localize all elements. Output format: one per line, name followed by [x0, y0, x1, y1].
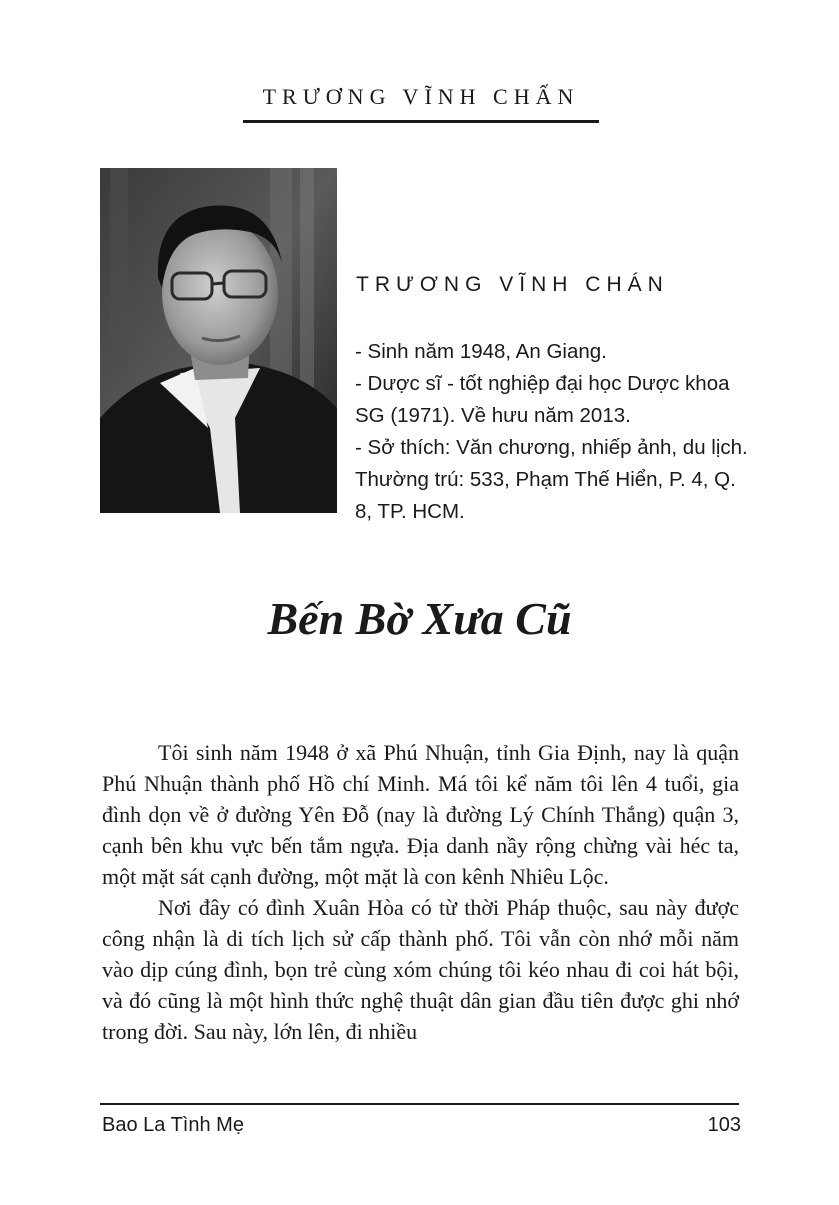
author-name: TRƯƠNG VĨNH CHÁN [356, 273, 669, 296]
footer-rule [100, 1103, 739, 1105]
footer-book-title: Bao La Tình Mẹ [102, 1114, 244, 1136]
author-bio [355, 336, 755, 528]
story-body [102, 737, 739, 1047]
body-paragraph: Nơi đây có đình Xuân Hòa có từ thời Pháp thuộc, sau này được công nhận là di tích lịch sử cấp thành phố. Tôi vẫn còn nhớ mỗi năm vào dịp cúng đình, bọn trẻ cùng xóm chúng tôi kéo nhau đi coi hát bội, và đó cũng là một hình thức nghệ thuật dân gian đầu tiên được ghi nhớ trong đời. Sau này, lớn lên, đi nhiều [102, 895, 739, 1044]
body-paragraph: Tôi sinh năm 1948 ở xã Phú Nhuận, tỉnh Gia Định, nay là quận Phú Nhuận thành phố Hồ chí Minh. Má tôi kể năm tôi lên 4 tuổi, gia đình dọn về ở đường Yên Đỗ (nay là đường Lý Chính Thắng) quận 3, cạnh bên khu vực bến tắm ngựa. Địa danh nầy rộng chừng vài héc ta, một mặt sát cạnh đường, một mặt là con kênh Nhiêu Lộc. [102, 740, 739, 889]
running-header-title: TRƯƠNG VĨNH CHẤN [262, 84, 580, 109]
bio-line-hobbies: - Sở thích: Văn chương, nhiếp ảnh, du lịch. Thường trú: 533, Phạm Thế Hiển, P. 4, Q. 8, TP. HCM. [355, 436, 748, 523]
bio-line-profession: - Dược sĩ - tốt nghiệp đại học Dược khoa SG (1971). Về hưu năm 2013. [355, 372, 730, 427]
author-portrait [100, 168, 337, 513]
story-title: Bến Bờ Xưa Cũ [267, 593, 572, 644]
page-number: 103 [707, 1114, 741, 1136]
header-rule [243, 120, 599, 123]
bio-line-birth: - Sinh năm 1948, An Giang. [355, 340, 607, 363]
